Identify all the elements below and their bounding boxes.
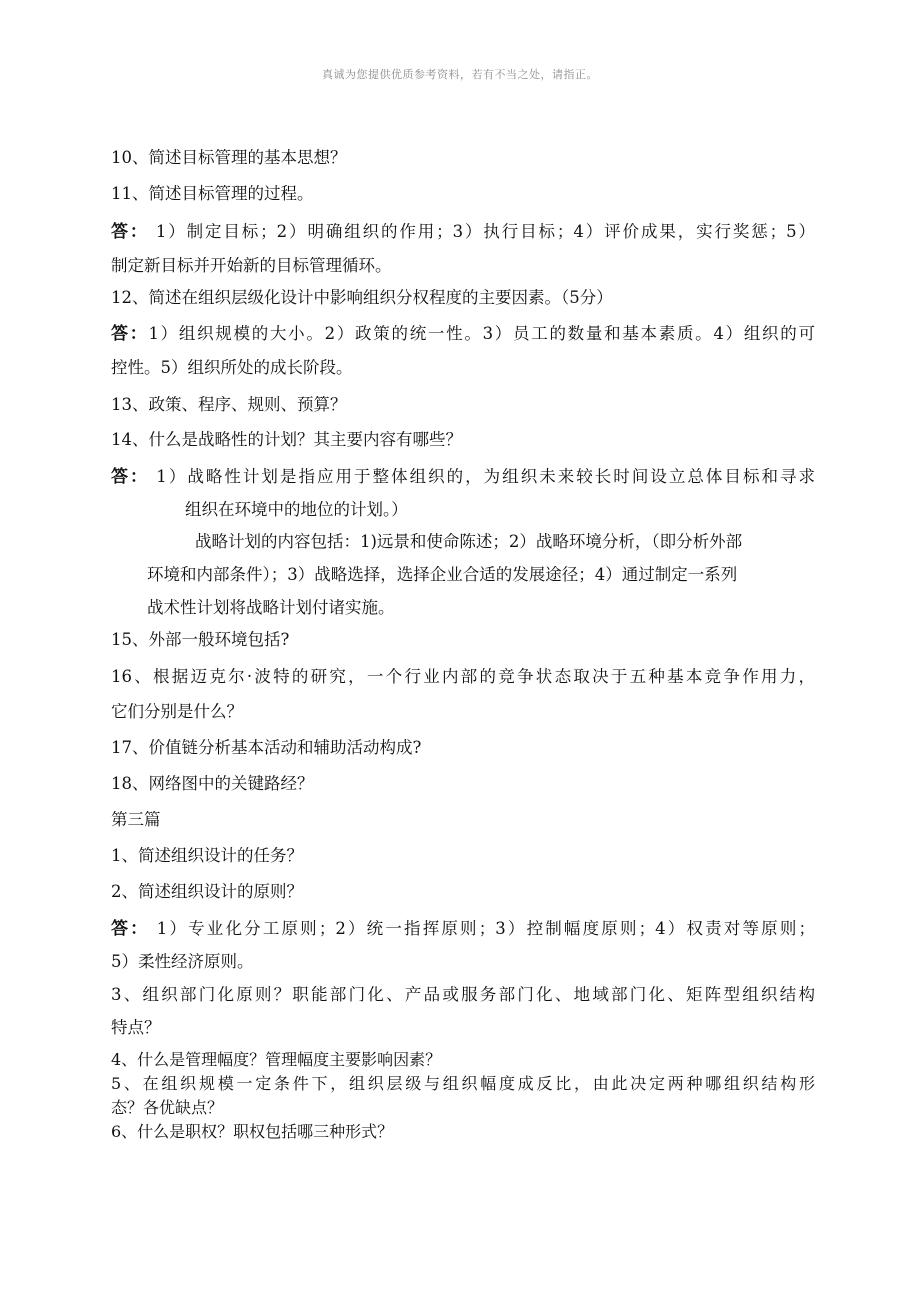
answer-label: 答： [111, 467, 150, 487]
answer-text: 1）战略性计划是指应用于整体组织的，为组织未来较长时间设立总体目标和寻求 [149, 467, 816, 486]
answer-text: 1）制定目标；2）明确组织的作用；3）执行目标；4）评价成果，实行奖惩；5） [148, 222, 816, 241]
answer-12-line-1 [111, 324, 815, 344]
answer-11-line-2: 制定新目标并开始新的目标管理循环。 [111, 256, 392, 275]
question-16-line-2: 它们分别是什么？ [111, 702, 243, 721]
answer-12-line-2: 控性。5）组织所处的成长阶段。 [111, 358, 353, 377]
part3-question-6: 6、什么是职权？职权包括哪三种形式？ [111, 1122, 394, 1141]
answer-label: 答： [111, 919, 150, 939]
part3-question-5-line-1: 5、在组织规模一定条件下，组织层级与组织幅度成反比，由此决定两种哪组织结构形 [111, 1074, 815, 1093]
answer-14-line-4: 环境和内部条件）；3）战略选择，选择企业合适的发展途径；4）通过制定一系列 [147, 565, 738, 584]
answer-14-line-3: 战略计划的内容包括：1)远景和使命陈述；2）战略环境分析，（即分析外部 [195, 532, 743, 551]
header-note: 真诚为您提供优质参考资料，若有不当之处，请指正。 [322, 68, 598, 81]
question-15: 15、外部一般环境包括? [111, 630, 290, 649]
part3-question-4: 4、什么是管理幅度？管理幅度主要影响因素？ [111, 1050, 442, 1069]
answer-p2-line-2: 5）柔性经济原则。 [111, 952, 254, 971]
answer-11-line-1 [111, 222, 815, 242]
question-10: 10、简述目标管理的基本思想？ [111, 148, 347, 167]
part3-question-3-line-1: 3、组织部门化原则？职能部门化、产品或服务部门化、地域部门化、矩阵型组织结构 [111, 985, 815, 1004]
answer-14-line-5: 战术性计划将战略计划付诸实施。 [147, 598, 395, 617]
answer-label: 答： [111, 324, 149, 344]
answer-label: 答： [111, 222, 149, 242]
part3-question-1: 1、简述组织设计的任务？ [111, 846, 303, 865]
answer-14-line-2: 组织在环境中的地位的计划。） [185, 500, 408, 519]
answer-text: 1）专业化分工原则；2）统一指挥原则；3）控制幅度原则；4）权责对等原则； [149, 919, 815, 938]
question-12: 12、简述在组织层级化设计中影响组织分权程度的主要因素。（5分） [111, 288, 613, 307]
part3-question-3-line-2: 特点？ [111, 1018, 161, 1037]
part-three-heading: 第三篇 [111, 810, 161, 829]
part3-question-5-line-2: 态？各优缺点？ [111, 1098, 224, 1117]
question-14: 14、什么是战略性的计划？其主要内容有哪些？ [111, 430, 462, 449]
answer-p2-line-1 [111, 919, 815, 939]
part3-question-2: 2、简述组织设计的原则？ [111, 882, 303, 901]
question-16-line-1: 16、根据迈克尔·波特的研究，一个行业内部的竞争状态取决于五种基本竞争作用力， [111, 667, 815, 686]
answer-14-line-1 [111, 467, 815, 487]
question-18: 18、网络图中的关键路经？ [111, 774, 314, 793]
question-17: 17、价值链分析基本活动和辅助活动构成? [111, 738, 422, 757]
question-11: 11、简述目标管理的过程。 [111, 184, 314, 203]
answer-text: 1）组织规模的大小。2）政策的统一性。3）员工的数量和基本素质。4）组织的可 [148, 324, 815, 343]
question-13: 13、政策、程序、规则、预算？ [111, 395, 347, 414]
